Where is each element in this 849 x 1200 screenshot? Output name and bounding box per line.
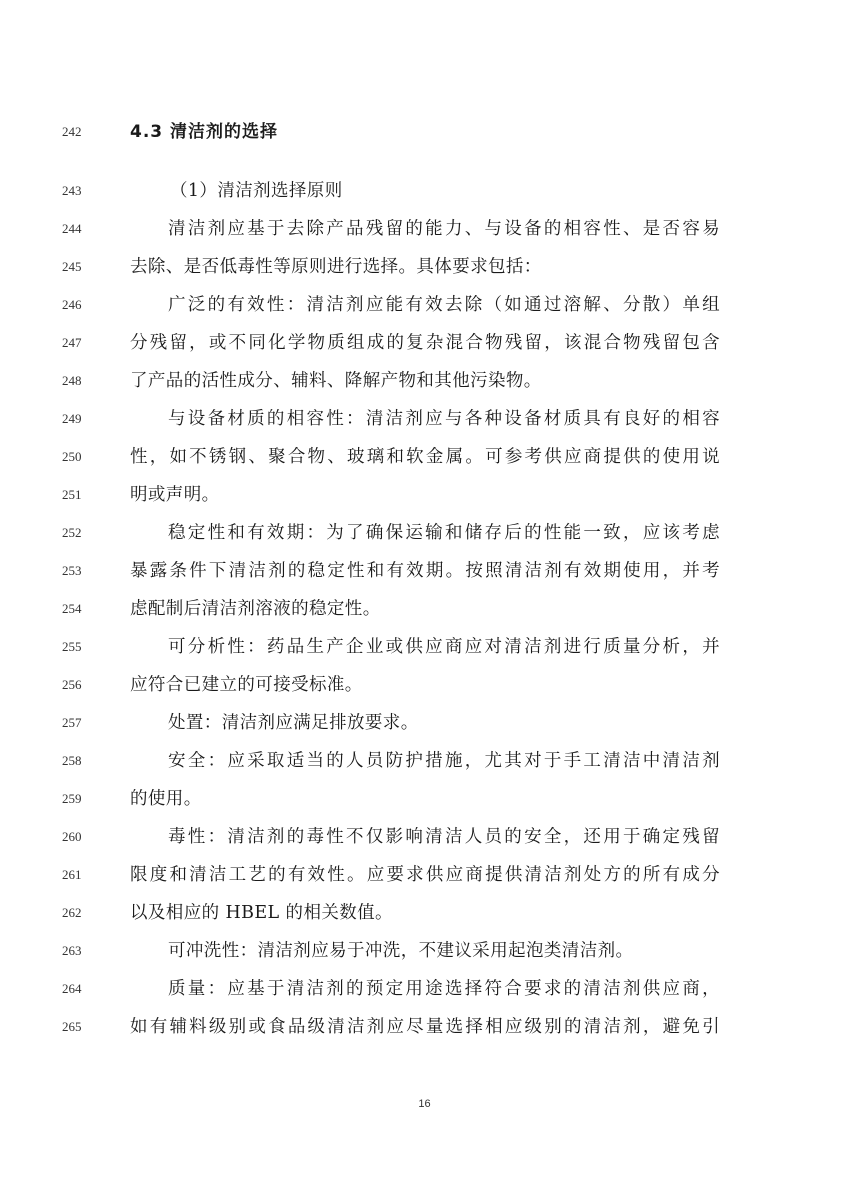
line-265 [0,1016,849,1054]
paragraph-line: 安全：应采取适当的人员防护措施，尤其对于手工清洁中清洁剂 [168,751,720,771]
line-number: 243 [62,183,82,198]
paragraph-line: 如有辅料级别或食品级清洁剂应尽量选择相应级别的清洁剂，避免引 [130,1017,720,1037]
line-number: 261 [62,867,82,882]
section-heading: 4.3 清洁剂的选择 [130,122,279,142]
line-number: 251 [62,487,82,502]
line-257 [0,712,849,750]
paragraph-line: 暴露条件下清洁剂的稳定性和有效期。按照清洁剂有效期使用，并考 [130,561,720,581]
paragraph-line: 以及相应的 HBEL 的相关数值。 [130,903,393,923]
paragraph-line: 分残留，或不同化学物质组成的复杂混合物残留，该混合物残留包含 [130,333,720,353]
line-245 [0,256,849,294]
line-244 [0,218,849,256]
line-247 [0,332,849,370]
line-256 [0,674,849,712]
paragraph-line: 可冲洗性：清洁剂应易于冲洗，不建议采用起泡类清洁剂。 [168,941,634,961]
line-number: 259 [62,791,82,806]
line-number: 242 [62,124,82,139]
line-number: 252 [62,525,82,540]
paragraph-line: 了产品的活性成分、辅料、降解产物和其他污染物。 [130,371,542,391]
paragraph-line: 处置：清洁剂应满足排放要求。 [168,713,419,733]
paragraph-line: 可分析性：药品生产企业或供应商应对清洁剂进行质量分析，并 [168,637,720,657]
line-number: 254 [62,601,82,616]
line-number: 246 [62,297,82,312]
line-255 [0,636,849,674]
line-number: 249 [62,411,82,426]
paragraph-line: 虑配制后清洁剂溶液的稳定性。 [130,599,381,619]
page-number: 16 [418,1098,431,1110]
paragraph-line: 毒性：清洁剂的毒性不仅影响清洁人员的安全，还用于确定残留 [168,827,720,847]
paragraph-line: 质量：应基于清洁剂的预定用途选择符合要求的清洁剂供应商， [168,979,720,999]
paragraph-line: 的使用。 [130,789,202,809]
line-248 [0,370,849,408]
paragraph-line: 应符合已建立的可接受标准。 [130,675,363,695]
line-252 [0,522,849,560]
paragraph-line: 广泛的有效性：清洁剂应能有效去除（如通过溶解、分散）单组 [168,295,720,315]
line-260 [0,826,849,864]
line-249 [0,408,849,446]
line-number: 245 [62,259,82,274]
line-number: 264 [62,981,82,996]
line-251 [0,484,849,522]
paragraph-line: 性，如不锈钢、聚合物、玻璃和软金属。可参考供应商提供的使用说 [130,447,720,467]
line-254 [0,598,849,636]
line-number: 258 [62,753,82,768]
paragraph-line: 去除、是否低毒性等原则进行选择。具体要求包括： [130,257,542,277]
line-253 [0,560,849,598]
line-number: 263 [62,943,82,958]
line-number: 255 [62,639,82,654]
line-number: 257 [62,715,82,730]
line-243 [0,180,849,218]
line-263 [0,940,849,978]
line-number: 256 [62,677,82,692]
line-number: 262 [62,905,82,920]
line-242 [0,121,849,159]
line-258 [0,750,849,788]
line-259 [0,788,849,826]
line-number: 244 [62,221,82,236]
line-number: 260 [62,829,82,844]
line-number: 265 [62,1019,82,1034]
line-number: 247 [62,335,82,350]
paragraph-line: 限度和清洁工艺的有效性。应要求供应商提供清洁剂处方的所有成分 [130,865,720,885]
paragraph-line: 与设备材质的相容性：清洁剂应与各种设备材质具有良好的相容 [168,409,720,429]
line-261 [0,864,849,902]
line-number: 250 [62,449,82,464]
paragraph-line: 稳定性和有效期：为了确保运输和储存后的性能一致，应该考虑 [168,523,720,543]
line-262 [0,902,849,940]
paragraph-line: 清洁剂应基于去除产品残留的能力、与设备的相容性、是否容易 [168,219,720,239]
line-250 [0,446,849,484]
paragraph-line: 明或声明。 [130,485,220,505]
line-number: 248 [62,373,82,388]
line-246 [0,294,849,332]
line-264 [0,978,849,1016]
subsection-heading: （1）清洁剂选择原则 [170,181,343,201]
line-number: 253 [62,563,82,578]
